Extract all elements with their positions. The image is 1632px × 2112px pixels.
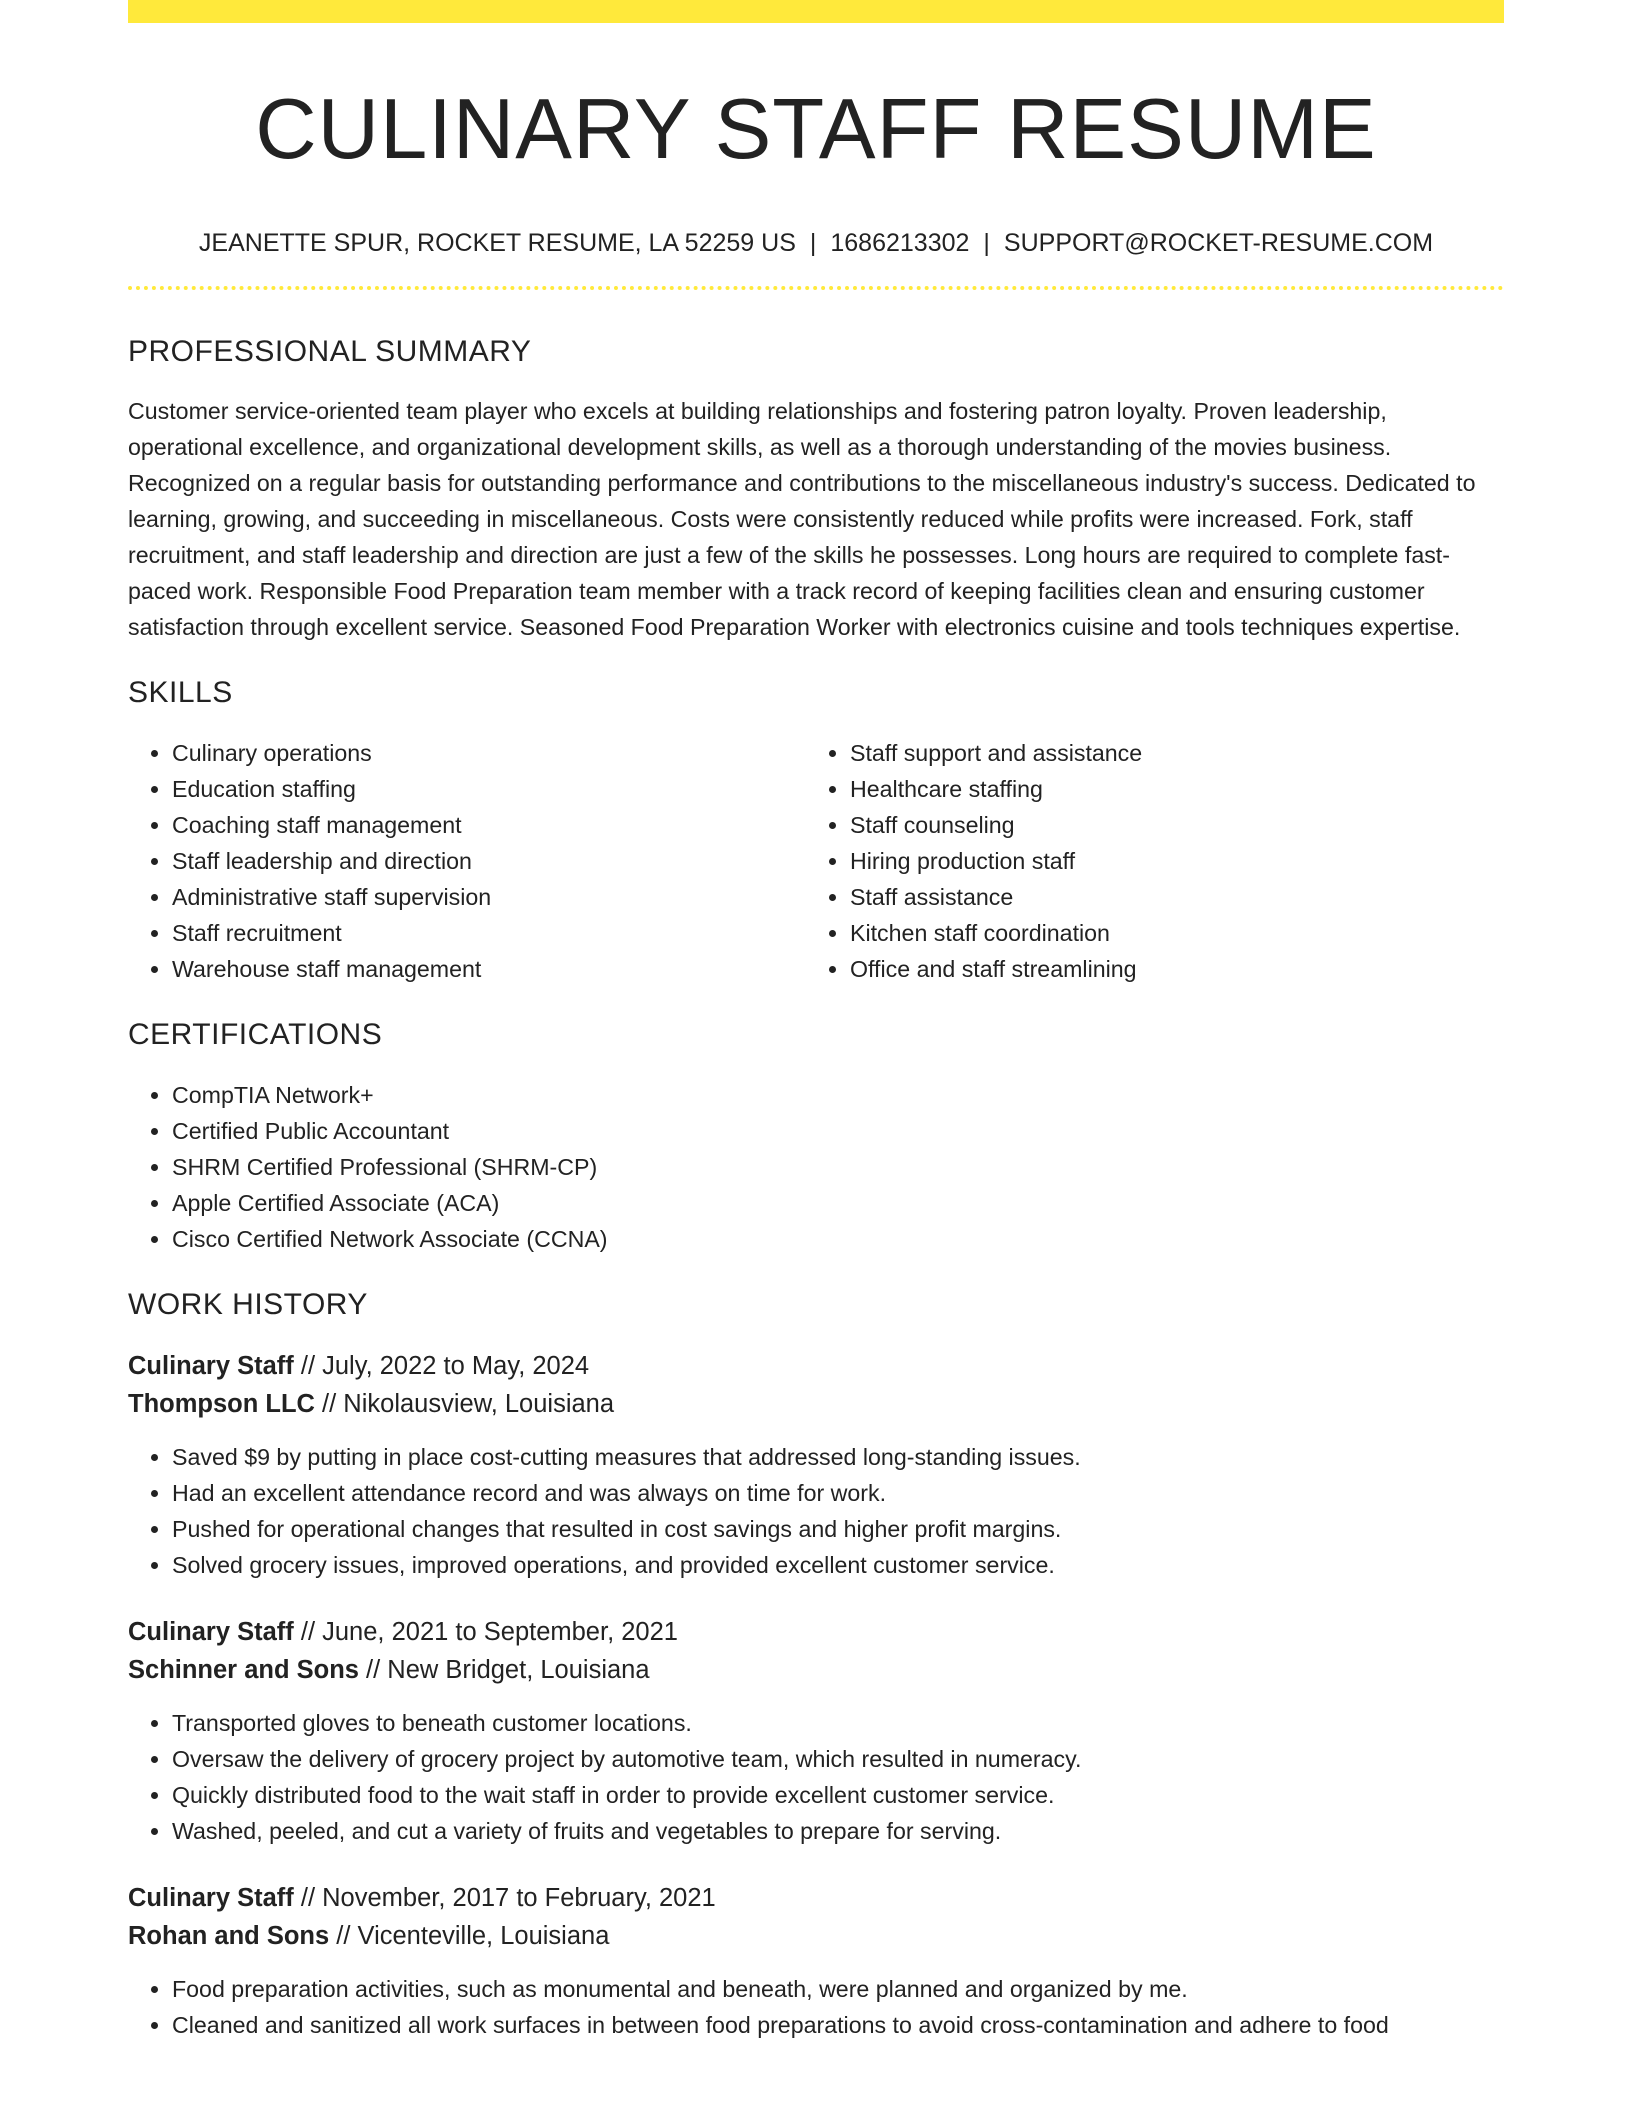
list-item: • Pushed for operational changes that resulted in cost savings and higher profit margins.	[172, 1511, 1504, 1547]
list-item: • Warehouse staff management	[172, 951, 806, 987]
list-item: • Food preparation activities, such as monumental and beneath, were planned and organized by me.	[172, 1971, 1504, 2007]
list-item: • Transported gloves to beneath customer locations.	[172, 1705, 1504, 1741]
list-item: • Staff leadership and direction	[172, 843, 806, 879]
skills-column-left	[128, 735, 806, 987]
job-title-line	[128, 1613, 1504, 1651]
job-company-line	[128, 1385, 1504, 1423]
job-company-line	[128, 1917, 1504, 1955]
list-item: • Staff assistance	[850, 879, 1484, 915]
list-item: • Cleaned and sanitized all work surfaces in between food preparations to avoid cross-contamination and adhere to food	[172, 2007, 1504, 2043]
skills-columns	[128, 735, 1504, 987]
job-entry	[128, 1879, 1504, 2043]
job-title: Culinary Staff	[128, 1618, 294, 1646]
list-item: • Cisco Certified Network Associate (CCNA)	[172, 1221, 1504, 1257]
list-item: • Coaching staff management	[172, 807, 806, 843]
list-item: • Culinary operations	[172, 735, 806, 771]
contact-separator: |	[983, 229, 990, 257]
resume-title: CULINARY STAFF RESUME	[255, 82, 1377, 177]
list-item: • SHRM Certified Professional (SHRM-CP)	[172, 1149, 1504, 1185]
list-item: • Washed, peeled, and cut a variety of fruits and vegetables to prepare for serving.	[172, 1813, 1504, 1849]
list-item: • Kitchen staff coordination	[850, 915, 1484, 951]
list-item: • Staff support and assistance	[850, 735, 1484, 771]
skills-list-left	[128, 735, 806, 987]
list-item: • Saved $9 by putting in place cost-cutting measures that addressed long-standing issues.	[172, 1439, 1504, 1475]
list-item: • Quickly distributed food to the wait staff in order to provide excellent customer service.	[172, 1777, 1504, 1813]
dotted-divider	[128, 286, 1504, 290]
job-dates: // November, 2017 to February, 2021	[293, 1884, 716, 1912]
list-item: • Education staffing	[172, 771, 806, 807]
contact-phone: 1686213302	[830, 229, 970, 257]
skills-list-right	[806, 735, 1484, 987]
list-item: • Solved grocery issues, improved operations, and provided excellent customer service.	[172, 1547, 1504, 1583]
list-item: • Apple Certified Associate (ACA)	[172, 1185, 1504, 1221]
job-location: // Vicenteville, Louisiana	[329, 1922, 610, 1950]
summary-text: Customer service-oriented team player who excels at building relationships and fostering patron loyalty. Proven leadership, operational excellence, and organizational development skills, as well as a thorough understanding of the movies business. Recognized on a regular basis for outstanding performance and contributions to the miscellaneous industry's success. Dedicated to learning, growing, and succeeding in miscellaneous. Costs were consistently reduced while profits were increased. Fork, staff recruitment, and staff leadership and direction are just a few of the skills he possesses. Long hours are required to complete fast-paced work. Responsible Food Preparation team member with a track record of keeping facilities clean and ensuring customer satisfaction through excellent service. Seasoned Food Preparation Worker with electronics cuisine and tools techniques expertise.	[128, 398, 1476, 640]
job-entry	[128, 1347, 1504, 1583]
list-item: • Staff recruitment	[172, 915, 806, 951]
job-company: Schinner and Sons	[128, 1656, 359, 1684]
skills-section	[128, 675, 1504, 987]
list-item: • Staff counseling	[850, 807, 1484, 843]
contact-separator: |	[809, 229, 817, 257]
list-item: • Healthcare staffing	[850, 771, 1484, 807]
summary-section	[128, 334, 1504, 645]
job-bullets	[128, 1439, 1504, 1583]
skills-heading: SKILLS	[128, 676, 233, 709]
job-title: Culinary Staff	[128, 1352, 294, 1380]
certifications-list	[128, 1077, 1504, 1257]
job-title-line	[128, 1879, 1504, 1917]
list-item: • Administrative staff supervision	[172, 879, 806, 915]
job-company-line	[128, 1651, 1504, 1689]
job-company: Rohan and Sons	[128, 1922, 330, 1950]
job-location: // New Bridget, Louisiana	[358, 1656, 650, 1684]
skills-column-right	[806, 735, 1484, 987]
list-item: • Hiring production staff	[850, 843, 1484, 879]
contact-address: JEANETTE SPUR, ROCKET RESUME, LA 52259 US	[198, 229, 796, 257]
list-item: • Office and staff streamlining	[850, 951, 1484, 987]
job-entry	[128, 1613, 1504, 1849]
job-bullets	[128, 1971, 1504, 2043]
work-history-section	[128, 1287, 1504, 2043]
certifications-heading: CERTIFICATIONS	[128, 1018, 383, 1051]
contact-email: SUPPORT@ROCKET-RESUME.COM	[1003, 229, 1434, 257]
work-history-heading: WORK HISTORY	[128, 1288, 368, 1321]
job-company: Thompson LLC	[128, 1390, 315, 1418]
list-item: • Certified Public Accountant	[172, 1113, 1504, 1149]
resume-content	[128, 0, 1504, 2043]
job-title-line	[128, 1347, 1504, 1385]
job-dates: // July, 2022 to May, 2024	[293, 1352, 590, 1380]
list-item: • Had an excellent attendance record and was always on time for work.	[172, 1475, 1504, 1511]
job-location: // Nikolausview, Louisiana	[314, 1390, 615, 1418]
job-title: Culinary Staff	[128, 1884, 294, 1912]
list-item: • Oversaw the delivery of grocery project by automotive team, which resulted in numeracy.	[172, 1741, 1504, 1777]
contact-line	[128, 228, 1504, 258]
job-dates: // June, 2021 to September, 2021	[293, 1618, 678, 1646]
certifications-section	[128, 1017, 1504, 1257]
list-item: • CompTIA Network+	[172, 1077, 1504, 1113]
summary-heading: PROFESSIONAL SUMMARY	[128, 335, 532, 368]
job-bullets	[128, 1705, 1504, 1849]
